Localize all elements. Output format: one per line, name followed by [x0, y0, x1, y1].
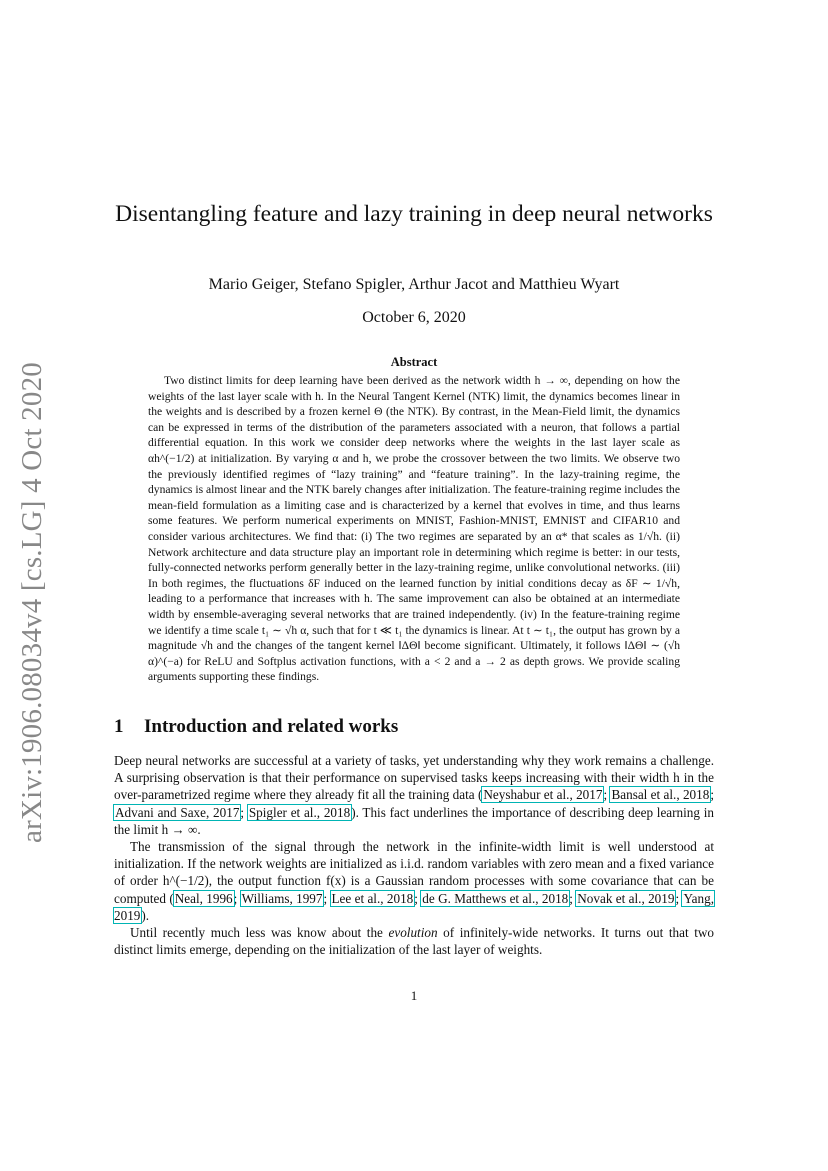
citation-link[interactable]: Lee et al., 2018	[331, 890, 414, 906]
citation-link[interactable]: Advani and Saxe, 2017	[115, 804, 240, 820]
citation-link[interactable]: Neyshabur et al., 2017	[483, 787, 603, 803]
paragraph-3-text: Until recently much less was know about the	[130, 925, 389, 941]
paper-title: Disentangling feature and lazy training in deep neural networks	[115, 201, 713, 227]
paragraph-1-text: Deep neural networks are successful at a variety of tasks, yet understanding why they work remains a challenge. A surprising observation is that their performance on supervised tasks keeps increasing with their width h in the over-parametrized regime where they already fit all the training data (	[114, 753, 714, 803]
citation-link[interactable]: Novak et al., 2019	[577, 890, 675, 906]
abstract-text: Two distinct limits for deep learning have been derived as the network width h → ∞, depending on how the weights of the last layer scale with h. In the Neural Tangent Kernel (NTK) limit, the dynamics becomes linear in the weights and is described by a frozen kernel Θ (the NTK). By contrast, in the Mean-Field limit, the dynamics can be expressed in terms of the distribution of the parameters associated with a neuron, that follows a partial differential equation. In this work we consider deep networks where the weights in the last layer scale as αh^(−1/2) at initialization. By varying α and h, we probe the crossover between the two limits. We observe two the previously identified regimes of “lazy training” and “feature training”. In the lazy-training regime, the dynamics is almost linear and the NTK barely changes after initialization. The feature-training regime includes the mean-field formulation as a limiting case and is characterized by a kernel that evolves in time, and thus learns some features. We perform numerical experiments on MNIST, Fashion-MNIST, EMNIST and CIFAR10 and consider various architectures. We find that: (i) The two regimes are separated by an α* that scales as 1/√h. (ii) Network architecture and data structure play an important role in determining which regime is better: in our tests, fully-connected networks perform generally better in the lazy-training regime, unlike convolutional networks. (iii) In both regimes, the fluctuations δF induced on the learned function by initial conditions decay as δF ∼ 1/√h, leading to a performance that increases with h. The same improvement can also be obtained at an intermediate width by ensemble-averaging several networks that are trained independently. (iv) In the feature-training regime we identify a time scale t₁ ∼ √h α, such that for t ≪ t₁ the dynamics is linear. At t ∼ t₁, the output has grown by a magnitude √h and the changes of the tangent kernel ‖ΔΘ‖ become significant. Ultimately, it follows ‖ΔΘ‖ ∼ (√h α)^(−a) for ReLU and Softplus activation functions, with a < 2 and a → 2 as depth grows. We provide scaling arguments supporting these findings.	[148, 374, 680, 684]
paragraph-3-text-end: of infinitely-wide networks. It turns out that two distinct limits emerge, depending on the initialization of the last layer of weights.	[114, 925, 714, 958]
page-number: 1	[410, 988, 418, 1003]
arxiv-stamp: arXiv:1906.08034v4 [cs.LG] 4 Oct 2020	[16, 362, 48, 843]
paragraph-2: The transmission of the signal through the network in the infinite-width limit is well understood at initialization. If the network weights are initialized as i.i.d. random variables with zero mean and a fixed variance of order h^(−1/2), the output function f(x) is a Gaussian random processes with some covariance that can be computed (Neal, 1996; Williams, 1997; Lee et al., 2018; de G. Matthews et al., 2018; Novak et al., 2019; Yang, 2019).	[114, 839, 715, 923]
abstract-heading: Abstract	[390, 355, 438, 369]
paragraph-1: Deep neural networks are successful at a variety of tasks, yet understanding why they work remains a challenge. A surprising observation is that their performance on supervised tasks keeps increasing with their width h in the over-parametrized regime where they already fit all the training data (Neyshabur et al., 2017; Bansal et al., 2018; Advani and Saxe, 2017; Spigler et al., 2018). This fact underlines the importance of describing deep learning in the limit h → ∞.	[114, 753, 714, 837]
authors: Mario Geiger, Stefano Spigler, Arthur Jacot and Matthieu Wyart	[208, 276, 620, 293]
paragraph-3	[114, 924, 714, 958]
emphasis: evolution	[388, 925, 438, 941]
citation-link[interactable]: Williams, 1997	[241, 890, 323, 906]
body-text	[114, 752, 714, 958]
paragraph-2-text: The transmission of the signal through the network in the infinite-width limit is well understood at initialization. If the network weights are initialized as i.i.d. random variables with zero mean and a fixed variance of order h^(−1/2), the output function f(x) is a Gaussian random processes with some covariance that can be computed (	[114, 839, 714, 906]
date: October 6, 2020	[362, 309, 466, 326]
citation-link[interactable]: de G. Matthews et al., 2018	[422, 890, 569, 906]
citation-link[interactable]: Spigler et al., 2018	[248, 804, 351, 820]
section-title: Introduction and related works	[144, 716, 399, 737]
citation-link[interactable]: Yang, 2019	[114, 890, 715, 923]
citation-link[interactable]: Bansal et al., 2018	[611, 787, 710, 803]
paragraph-2-text-end: ).	[141, 907, 150, 923]
paragraph-1-text-end: ). This fact underlines the importance of describing deep learning in the limit h → ∞.	[114, 804, 714, 837]
citation-link[interactable]: Neal, 1996	[174, 890, 233, 906]
section-heading	[114, 716, 714, 738]
section-number: 1	[114, 716, 124, 737]
